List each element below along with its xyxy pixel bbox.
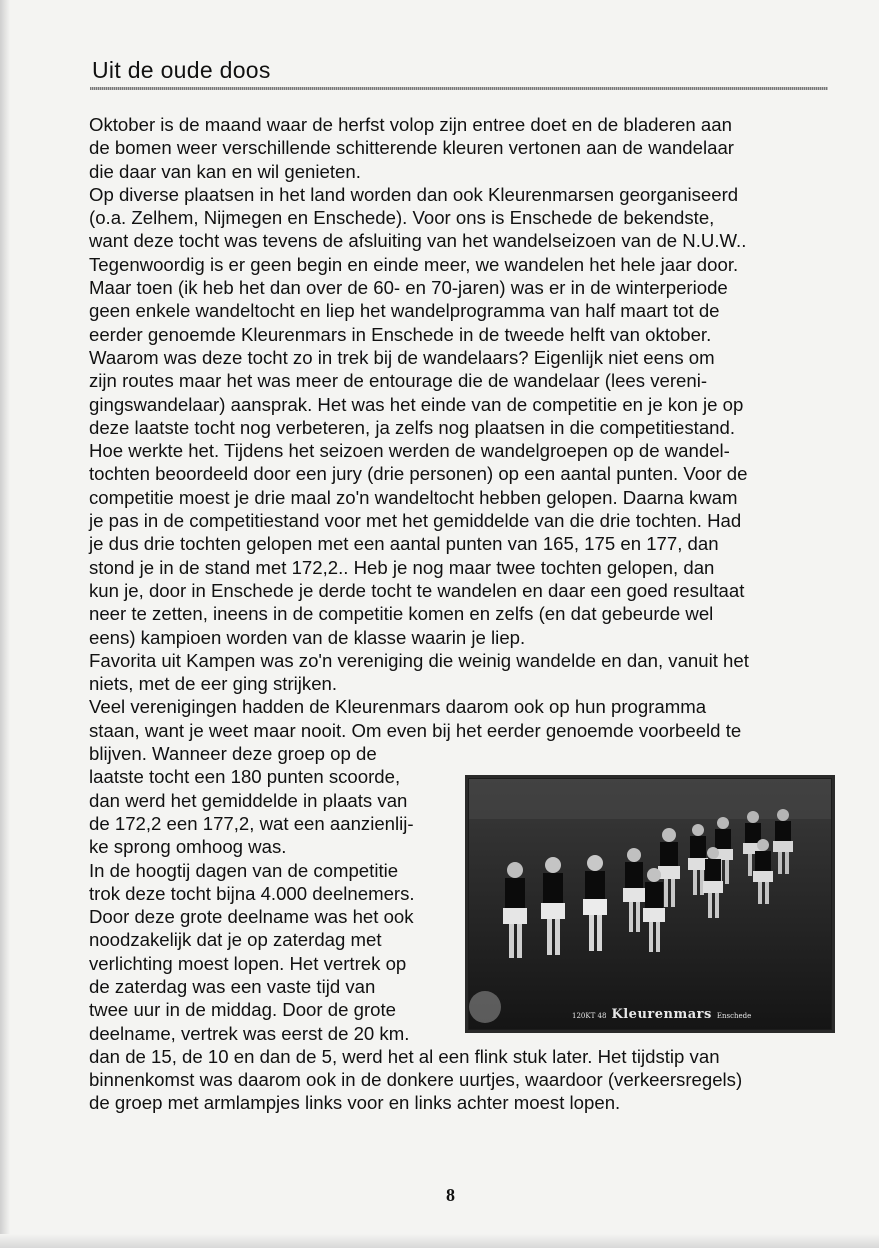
title-underline <box>90 87 828 90</box>
body-line: twee uur in de middag. Door de grote <box>89 999 396 1021</box>
body-line: de zaterdag was een vaste tijd van <box>89 975 376 997</box>
body-line: zijn routes maar het was meer de entourage die de wandelaar (lees vereni- <box>89 370 708 392</box>
body-line: staan, want je weet maar nooit. Om even bij het eerder genoemde voorbeeld te <box>89 719 742 741</box>
body-line: die daar van kan en wil genieten. <box>89 160 361 182</box>
body-line: dan werd het gemiddelde in plaats van <box>89 789 408 811</box>
body-line: verlichting moest lopen. Het vertrek op <box>89 952 407 974</box>
body-line: ke sprong omhoog was. <box>89 836 287 858</box>
scan-bottom-edge <box>0 1234 879 1248</box>
photo-scene <box>465 775 835 1033</box>
body-line: tochten beoordeeld door een jury (drie personen) op een aantal punten. Voor de <box>89 463 748 485</box>
body-line: Door deze grote deelname was het ook <box>89 906 414 928</box>
scan-left-edge <box>0 0 10 1248</box>
body-line: want deze tocht was tevens de afsluiting van het wandelseizoen van de N.U.W.. <box>89 230 747 252</box>
body-line: trok deze tocht bijna 4.000 deelnemers. <box>89 882 415 904</box>
body-line: competitie moest je drie maal zo'n wandeltocht hebben gelopen. Daarna kwam <box>89 486 738 508</box>
body-line: gingswandelaar) aansprak. Het was het einde van de competitie en je kon je op <box>89 393 744 415</box>
body-line: eerder genoemde Kleurenmars in Enschede in de tweede helft van oktober. <box>89 323 712 345</box>
marching-group-photo <box>465 775 835 1033</box>
page-title: Uit de oude doos <box>92 57 271 83</box>
body-line: niets, met de eer ging strijken. <box>89 673 338 695</box>
body-line: de 172,2 een 177,2, wat een aanzienlij- <box>89 812 414 834</box>
body-line: de bomen weer verschillende schitterende kleuren vertonen aan de wandelaar <box>89 137 734 159</box>
body-line: noodzakelijk dat je op zaterdag met <box>89 929 382 951</box>
body-line: dan de 15, de 10 en dan de 5, werd het al een flink stuk later. Het tijdstip van <box>89 1045 720 1067</box>
body-line: Hoe werkte het. Tijdens het seizoen werden de wandelgroepen op de wandel- <box>89 440 730 462</box>
body-line: Veel verenigingen hadden de Kleurenmars daarom ook op hun programma <box>89 696 707 718</box>
body-line: je pas in de competitiestand voor met het gemiddelde van die drie tochten. Had <box>89 510 742 532</box>
page-number: 8 <box>446 1185 455 1205</box>
body-line: (o.a. Zelhem, Nijmegen en Enschede). Voor ons is Enschede de bekendste, <box>89 207 715 229</box>
caption-prefix: 120KT 48 <box>572 1012 607 1020</box>
body-line: In de hoogtij dagen van de competitie <box>89 859 399 881</box>
body-line: kun je, door in Enschede je derde tocht te wandelen en daar een goed resultaat <box>89 579 745 601</box>
body-line: laatste tocht een 180 punten scoorde, <box>89 766 401 788</box>
body-line: Maar toen (ik heb het dan over de 60- en 70-jaren) was er in de winterperiode <box>89 277 728 299</box>
body-line: stond je in de stand met 172,2.. Heb je nog maar twee tochten gelopen, dan <box>89 556 715 578</box>
body-line: Oktober is de maand waar de herfst volop zijn entree doet en de bladeren aan <box>89 114 732 135</box>
body-line: deelname, vertrek was eerst de 20 km. <box>89 1022 410 1044</box>
body-line: Favorita uit Kampen was zo'n vereniging die weinig wandelde en dan, vanuit het <box>89 649 749 671</box>
body-line: Op diverse plaatsen in het land worden dan ook Kleurenmarsen georganiseerd <box>89 183 739 205</box>
body-line: Waarom was deze tocht zo in trek bij de wandelaars? Eigenlijk niet eens om <box>89 346 715 368</box>
caption-title: Kleurenmars <box>611 1007 712 1022</box>
caption-suffix: Enschede <box>716 1012 752 1020</box>
body-line: neer te zetten, ineens in de competitie komen en zelfs (en dat gebeurde wel <box>89 603 714 625</box>
body-line: blijven. Wanneer deze groep op de <box>89 743 377 765</box>
body-line: je dus drie tochten gelopen met een aantal punten van 165, 175 en 177, dan <box>89 533 719 555</box>
body-line: binnenkomst was daarom ook in de donkere uurtjes, waardoor (verkeersregels) <box>89 1069 743 1091</box>
body-line: geen enkele wandeltocht en liep het wandelprogramma van half maart tot de <box>89 300 720 322</box>
photo-caption <box>572 1007 751 1022</box>
body-line: deze laatste tocht nog verbeteren, ja zelfs nog plaatsen in die competitiestand. <box>89 416 736 438</box>
body-line: de groep met armlampjes links voor en links achter moest lopen. <box>89 1092 621 1114</box>
body-line: Tegenwoordig is er geen begin en einde meer, we wandelen het hele jaar door. <box>89 253 739 275</box>
body-line: eens) kampioen worden van de klasse waarin je liep. <box>89 626 526 648</box>
